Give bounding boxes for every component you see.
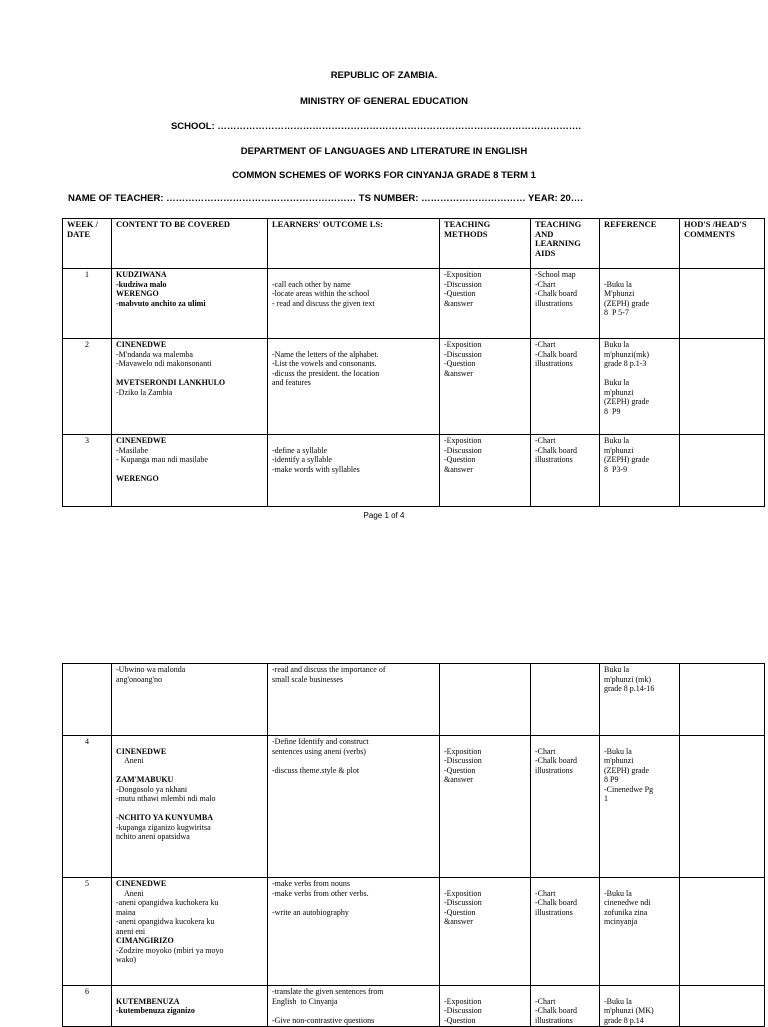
reference-line: grade 8 p.1-3 — [604, 359, 647, 368]
content-line: CINENEDWE — [116, 436, 167, 445]
column-header-aids: TEACHING AND LEARNING AIDS — [531, 219, 600, 269]
ministry-heading: MINISTRY OF GENERAL EDUCATION — [299, 96, 469, 107]
methods-cell — [440, 986, 531, 1027]
content-line: -Dongosolo ya nkhani — [116, 784, 188, 794]
method-line: -Exposition — [444, 746, 482, 756]
table-header-row — [63, 219, 765, 269]
aid-line: illustrations — [535, 765, 573, 775]
method-line: &answer — [444, 298, 473, 308]
outcome-line: and features — [272, 378, 311, 387]
method-line: -Discussion — [444, 349, 482, 359]
aid-line: illustrations — [535, 907, 573, 917]
outcome-line — [272, 756, 435, 766]
aid-line: illustrations — [535, 298, 573, 308]
content-line: CINENEDWE — [116, 746, 167, 756]
reference-line: m'phunzi (mk) — [604, 674, 651, 684]
scheme-table-page-1 — [62, 218, 765, 507]
reference-cell — [600, 736, 680, 878]
outcome-line: -write an autobiography — [272, 907, 349, 917]
reference-line: 8 P3-9 — [604, 464, 628, 474]
content-cell — [112, 878, 268, 986]
outcome-cell — [268, 664, 440, 736]
methods-cell — [440, 339, 531, 435]
method-line: -Question — [444, 359, 476, 368]
reference-line: mcinyanja — [604, 917, 638, 926]
reference-cell — [600, 339, 680, 435]
reference-cell — [600, 269, 680, 339]
outcome-line: -call each other by name — [272, 279, 351, 289]
outcome-line: sentences using aneni (verbs) — [272, 746, 366, 756]
content-line: CIMANGIRIZO — [116, 936, 174, 945]
outcome-line: -identify a syllable — [272, 455, 332, 464]
content-line: -Ubwino wa malonda — [116, 665, 186, 674]
reference-line: cinenedwe ndi — [604, 898, 651, 907]
outcome-line: -define a syllable — [272, 445, 328, 455]
reference-line: m'phunzi (MK) — [604, 1006, 654, 1015]
aid-line: -Chart — [535, 996, 556, 1006]
aid-line: -Chart — [535, 436, 556, 445]
aids-cell — [531, 878, 600, 986]
reference-line: (ZEPH) grade — [604, 298, 650, 308]
reference-line — [604, 369, 675, 379]
method-line: -Question — [444, 455, 476, 464]
reference-line — [604, 987, 675, 997]
week-cell: 6 — [63, 986, 112, 1027]
table-row — [63, 664, 765, 736]
content-line: -Dziko la Zambia — [116, 387, 173, 397]
method-line: &answer — [444, 917, 473, 926]
content-line — [116, 465, 263, 475]
method-line: -Discussion — [444, 279, 482, 289]
methods-cell — [440, 736, 531, 878]
method-line: -Discussion — [444, 445, 482, 455]
outcome-line: -make verbs from other verbs. — [272, 888, 369, 898]
comments-cell — [680, 435, 765, 507]
method-line: -Discussion — [444, 898, 482, 907]
aid-line: -Chalk board — [535, 756, 577, 765]
outcome-cell — [268, 736, 440, 878]
reference-line: 8 P9 — [604, 406, 621, 416]
content-line: MVETSERONDI LANKHULO — [116, 378, 226, 387]
reference-line: m'phunzi(mk) — [604, 349, 649, 359]
method-line — [444, 737, 526, 747]
content-line: -kutembenuza ziganizo — [116, 1006, 195, 1015]
comments-cell — [680, 269, 765, 339]
content-cell — [112, 269, 268, 339]
content-line: nchito aneni opatsidwa — [116, 832, 190, 841]
reference-line: 8 P 5-7 — [604, 308, 629, 317]
outcome-line — [272, 898, 435, 908]
reference-line: m'phunzi — [604, 387, 634, 397]
scheme-table-page-2 — [62, 663, 765, 1027]
reference-line: 1 — [604, 794, 608, 803]
reference-line: -Buku la — [604, 888, 632, 898]
content-line: -aneni opangidwa kucokera ku — [116, 917, 215, 926]
comments-cell — [680, 736, 765, 878]
aid-line: illustrations — [535, 455, 573, 464]
reference-line: -Buku la — [604, 279, 632, 289]
aids-cell — [531, 664, 600, 736]
reference-line: M'phunzi — [604, 289, 635, 298]
reference-cell — [600, 435, 680, 507]
content-cell — [112, 339, 268, 435]
page-number: Page 1 of 4 — [363, 511, 405, 520]
content-line: -Mavawelo ndi makonsonanti — [116, 359, 212, 368]
content-line: WERENGO — [116, 474, 159, 483]
content-line: Aneni — [116, 756, 144, 765]
column-header-reference: REFERENCE — [600, 219, 680, 269]
content-line: -mutu nthawi mlembi ndi malo — [116, 794, 216, 803]
week-cell: 4 — [63, 736, 112, 878]
methods-cell — [440, 664, 531, 736]
content-line: -Zodzire moyoko (mbiri ya moyo — [116, 945, 224, 955]
reference-line: m'phunzi — [604, 756, 634, 765]
reference-cell — [600, 664, 680, 736]
reference-cell — [600, 878, 680, 986]
aid-line — [535, 987, 595, 997]
outcome-line: -Give non-contrastive questions — [272, 1015, 375, 1025]
reference-line: Buku la — [604, 340, 630, 349]
outcome-line: -translate the given sentences from — [272, 987, 384, 996]
outcome-cell — [268, 435, 440, 507]
content-cell — [112, 664, 268, 736]
method-line — [444, 987, 526, 997]
department-heading: DEPARTMENT OF LANGUAGES AND LITERATURE IN ENGLISH — [240, 146, 528, 157]
method-line: &answer — [444, 464, 473, 474]
content-line: -kupanga ziganizo kugwiritsa — [116, 822, 211, 832]
scheme-title: COMMON SCHEMES OF WORKS FOR CINYANJA GRADE 8 TERM 1 — [232, 170, 536, 181]
week-cell: 3 — [63, 435, 112, 507]
reference-line: grade 8 p.14-16 — [604, 684, 655, 693]
outcome-line: -read and discuss the importance of — [272, 665, 386, 674]
outcome-line — [272, 340, 435, 350]
content-line: -NCHITO YA KUNYUMBA — [116, 813, 214, 822]
outcome-cell — [268, 986, 440, 1027]
aids-cell — [531, 986, 600, 1027]
outcome-line: -make verbs from nouns — [272, 879, 350, 888]
outcome-line: -discuss theme.style & plot — [272, 765, 360, 775]
aids-cell — [531, 269, 600, 339]
teacher-details-line: NAME OF TEACHER: …………………………………………………… TS NUMBER: …………………………… YEAR: 20…. — [68, 193, 583, 204]
reference-line: (ZEPH) grade — [604, 397, 650, 406]
column-header-outcomes: LEARNERS' OUTCOME LS: — [268, 219, 440, 269]
reference-line: -Buku la — [604, 996, 632, 1006]
outcome-line: small scale businesses — [272, 674, 344, 684]
outcome-cell — [268, 878, 440, 986]
table-row — [63, 339, 765, 435]
method-line: &answer — [444, 368, 473, 378]
content-line — [116, 737, 263, 747]
content-line — [116, 369, 263, 379]
content-line: wako) — [116, 955, 136, 964]
aid-line: illustrations — [535, 1015, 573, 1025]
content-line: -Masilabe — [116, 445, 148, 455]
reference-line — [604, 737, 675, 747]
content-line — [116, 987, 263, 997]
method-line: -Exposition — [444, 888, 482, 898]
reference-line: -Buku la — [604, 746, 632, 756]
week-cell: 5 — [63, 878, 112, 986]
content-line: maina — [116, 907, 136, 917]
method-line: -Discussion — [444, 1006, 482, 1015]
outcome-line — [272, 436, 435, 446]
aid-line — [535, 737, 595, 747]
aid-line: -Chalk board — [535, 289, 577, 298]
outcome-cell — [268, 269, 440, 339]
column-header-week: WEEK / DATE — [63, 219, 112, 269]
aid-line: -Chart — [535, 279, 556, 289]
outcome-line — [272, 270, 435, 280]
aid-line: -Chalk board — [535, 445, 577, 455]
method-line: -Question — [444, 289, 476, 298]
reference-line: (ZEPH) grade — [604, 455, 650, 464]
aid-line: -Chalk board — [535, 1006, 577, 1015]
content-line: CINENEDWE — [116, 340, 167, 349]
reference-line: Buku la — [604, 378, 630, 387]
reference-line: Buku la — [604, 665, 630, 674]
method-line: -Question — [444, 907, 476, 917]
aid-line: -Chalk board — [535, 898, 577, 907]
republic-heading: REPUBLIC OF ZAMBIA. — [330, 70, 438, 81]
reference-line: -Cinenedwe Pg — [604, 784, 654, 794]
method-line: -Exposition — [444, 270, 482, 279]
reference-line — [604, 270, 675, 280]
content-line: - Kupanga mau ndi masilabe — [116, 455, 208, 464]
outcome-line: -dicuss the president. the location — [272, 368, 380, 378]
reference-line — [604, 879, 675, 889]
aid-line: -Chart — [535, 888, 556, 898]
aid-line: -Chalk board — [535, 349, 577, 359]
reference-line: 8 P9 — [604, 775, 619, 784]
method-line: -Discussion — [444, 756, 482, 765]
reference-line: (ZEPH) grade — [604, 765, 650, 775]
aids-cell — [531, 339, 600, 435]
outcome-line: -Name the letters of the alphabet. — [272, 349, 379, 359]
method-line: -Exposition — [444, 436, 482, 445]
column-header-comments: HOD'S /HEAD'S COMMENTS — [680, 219, 765, 269]
methods-cell — [440, 435, 531, 507]
week-cell: 1 — [63, 269, 112, 339]
column-header-methods: TEACHING METHODS — [440, 219, 531, 269]
method-line — [444, 879, 526, 889]
reference-line: m'phunzi — [604, 445, 634, 455]
column-header-content: CONTENT TO BE COVERED — [112, 219, 268, 269]
aid-line: illustrations — [535, 359, 573, 368]
outcome-line: -List the vowels and consonants. — [272, 359, 377, 368]
aids-cell — [531, 435, 600, 507]
reference-line: zofunika zina — [604, 907, 648, 917]
table-row — [63, 986, 765, 1027]
comments-cell — [680, 986, 765, 1027]
method-line: &answer — [444, 775, 473, 784]
aids-cell — [531, 736, 600, 878]
aid-line: -Chart — [535, 746, 556, 756]
content-line: aneni eni — [116, 926, 146, 936]
content-line: KUTEMBENUZA — [116, 996, 180, 1006]
content-cell — [112, 435, 268, 507]
school-field: SCHOOL: ……………………………………………………………………………………………………. — [170, 121, 582, 132]
table-row — [63, 435, 765, 507]
content-line: -mabvuto anchito za ulimi — [116, 298, 206, 308]
comments-cell — [680, 339, 765, 435]
aid-line: -School map — [535, 270, 576, 279]
content-line — [116, 766, 263, 776]
aid-line: -Chart — [535, 340, 556, 349]
content-line: -M'ndanda wa malemba — [116, 349, 193, 359]
aid-line — [535, 879, 595, 889]
content-line: CINENEDWE — [116, 879, 167, 888]
reference-line: Buku la — [604, 436, 630, 445]
outcome-line — [272, 1006, 435, 1016]
content-line: KUDZIWANA — [116, 270, 167, 279]
outcome-cell — [268, 339, 440, 435]
content-line: Aneni — [116, 888, 144, 898]
comments-cell — [680, 878, 765, 986]
method-line: -Question — [444, 1015, 476, 1025]
week-cell: 2 — [63, 339, 112, 435]
outcome-line: - read and discuss the given text — [272, 298, 375, 308]
reference-line: grade 8 p.14 — [604, 1015, 644, 1025]
methods-cell — [440, 878, 531, 986]
content-cell — [112, 736, 268, 878]
content-cell — [112, 986, 268, 1027]
method-line: -Exposition — [444, 340, 482, 349]
content-line — [116, 804, 263, 814]
outcome-line: -locate areas within the school — [272, 289, 370, 298]
reference-cell — [600, 986, 680, 1027]
table-row — [63, 269, 765, 339]
outcome-line: -make words with syllables — [272, 464, 360, 474]
content-line: ZAM'MABUKU — [116, 775, 174, 784]
content-line: -aneni opangidwa kuchokera ku — [116, 898, 219, 907]
content-line: WERENGO — [116, 289, 159, 298]
outcome-line: -Define Identify and construct — [272, 737, 369, 746]
content-line: ang'onoang'no — [116, 674, 162, 684]
table-row — [63, 878, 765, 986]
methods-cell — [440, 269, 531, 339]
method-line: -Exposition — [444, 996, 482, 1006]
table-row — [63, 736, 765, 878]
outcome-line: English to Cinyanja — [272, 996, 338, 1006]
method-line: -Question — [444, 765, 476, 775]
week-cell — [63, 664, 112, 736]
content-line: -kudziwa malo — [116, 279, 167, 289]
comments-cell — [680, 664, 765, 736]
